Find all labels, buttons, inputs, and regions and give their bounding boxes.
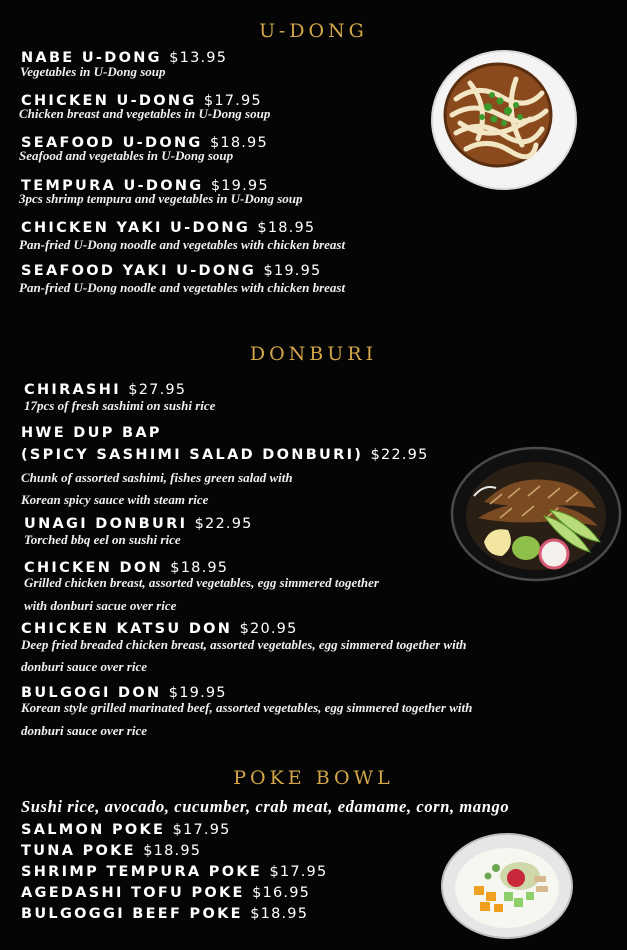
item-name: CHICKEN U-DONG (21, 93, 197, 109)
item-description-line2: donburi sauce over rice (21, 659, 148, 674)
menu-item-hwe-dup-bap: HWE DUP BAP (21, 425, 162, 441)
menu-item-seafood-yaki-udong (21, 263, 321, 279)
item-description: Pan-fried U-Dong noodle and vegetables with chicken breast (19, 237, 346, 252)
menu-item-agedashi-tofu-poke (21, 885, 310, 901)
item-price: $16.95 (252, 885, 311, 901)
menu-item-chirashi (24, 382, 186, 398)
item-price: $17.95 (172, 822, 231, 838)
item-price: $27.95 (128, 382, 187, 398)
poke-section-title: POKE BOWL (233, 767, 394, 789)
menu-item-shrimp-tempura-poke (21, 864, 327, 880)
item-price: $13.95 (169, 50, 228, 66)
item-name: SEAFOOD YAKI U-DONG (21, 263, 257, 279)
menu-item-chicken-don (24, 560, 228, 576)
item-description: Vegetables in U-Dong soup (20, 64, 166, 79)
menu-item-chicken-yaki-udong (21, 220, 315, 236)
menu-item-chicken-katsu-don (21, 621, 298, 637)
item-name: CHICKEN KATSU DON (21, 621, 233, 637)
item-name: AGEDASHI TOFU POKE (21, 885, 245, 901)
item-description: Chunk of assorted sashimi, fishes green salad with (21, 470, 293, 485)
poke-tagline: Sushi rice, avocado, cucumber, crab meat, edamame, corn, mango (21, 797, 510, 816)
menu-item-salmon-poke (21, 822, 231, 838)
item-description: Pan-fried U-Dong noodle and vegetables with chicken breast (19, 280, 346, 295)
item-price: $17.95 (269, 864, 328, 880)
menu-item-bulgoggi-beef-poke (21, 906, 308, 922)
item-price: $18.95 (250, 906, 309, 922)
item-description-line2: with donburi sacue over rice (24, 598, 177, 613)
item-price: $18.95 (257, 220, 316, 236)
donburi-section-title: DONBURI (249, 343, 378, 365)
item-name: TUNA POKE (21, 843, 136, 859)
item-name: NABE U-DONG (21, 50, 162, 66)
item-name: BULGOGGI BEEF POKE (21, 906, 243, 922)
item-description: 3pcs shrimp tempura and vegetables in U-Dong soup (19, 191, 303, 206)
item-description-line2: donburi sauce over rice (21, 723, 148, 738)
menu-item-bulgogi-don (21, 685, 227, 701)
item-price: $17.95 (203, 93, 262, 109)
item-name: CHICKEN YAKI U-DONG (21, 220, 251, 236)
item-description: Chicken breast and vegetables in U-Dong soup (19, 106, 271, 121)
item-name: SALMON POKE (21, 822, 166, 838)
donburi-bowl-image (450, 446, 622, 582)
item-price: $22.95 (370, 447, 429, 463)
item-price: $20.95 (239, 621, 298, 637)
item-description: Torched bbq eel on sushi rice (24, 532, 181, 547)
item-description: Deep fried breaded chicken breast, assorted vegetables, egg simmered together with (21, 637, 467, 652)
item-name: UNAGI DONBURI (24, 516, 188, 532)
item-price: $19.95 (168, 685, 227, 701)
udong-section-title: U-DONG (259, 20, 368, 42)
item-price: $18.95 (209, 135, 268, 151)
menu-item-hwe-dup-bap-subtitle (21, 447, 429, 463)
item-name: (SPICY SASHIMI SALAD DONBURI) (21, 447, 364, 463)
item-description-line2: Korean spicy sauce with steam rice (21, 492, 209, 507)
item-price: $18.95 (143, 843, 202, 859)
item-name: TEMPURA U-DONG (21, 178, 204, 194)
item-price: $22.95 (194, 516, 253, 532)
item-price: $18.95 (170, 560, 229, 576)
item-name: SEAFOOD U-DONG (21, 135, 203, 151)
item-name: CHICKEN DON (24, 560, 163, 576)
poke-bowl-image (440, 832, 574, 940)
item-name: BULGOGI DON (21, 685, 162, 701)
menu-item-unagi-donburi (24, 516, 253, 532)
item-description: Seafood and vegetables in U-Dong soup (19, 148, 234, 163)
item-price: $19.95 (263, 263, 322, 279)
menu-item-tuna-poke (21, 843, 201, 859)
item-description: Korean style grilled marinated beef, assorted vegetables, egg simmered together with (21, 700, 473, 715)
udong-bowl-image (430, 49, 578, 191)
item-name: SHRIMP TEMPURA POKE (21, 864, 263, 880)
item-description: Grilled chicken breast, assorted vegetables, egg simmered together (24, 575, 379, 590)
item-price: $19.95 (210, 178, 269, 194)
item-description: 17pcs of fresh sashimi on sushi rice (24, 398, 216, 413)
item-name: CHIRASHI (24, 382, 121, 398)
